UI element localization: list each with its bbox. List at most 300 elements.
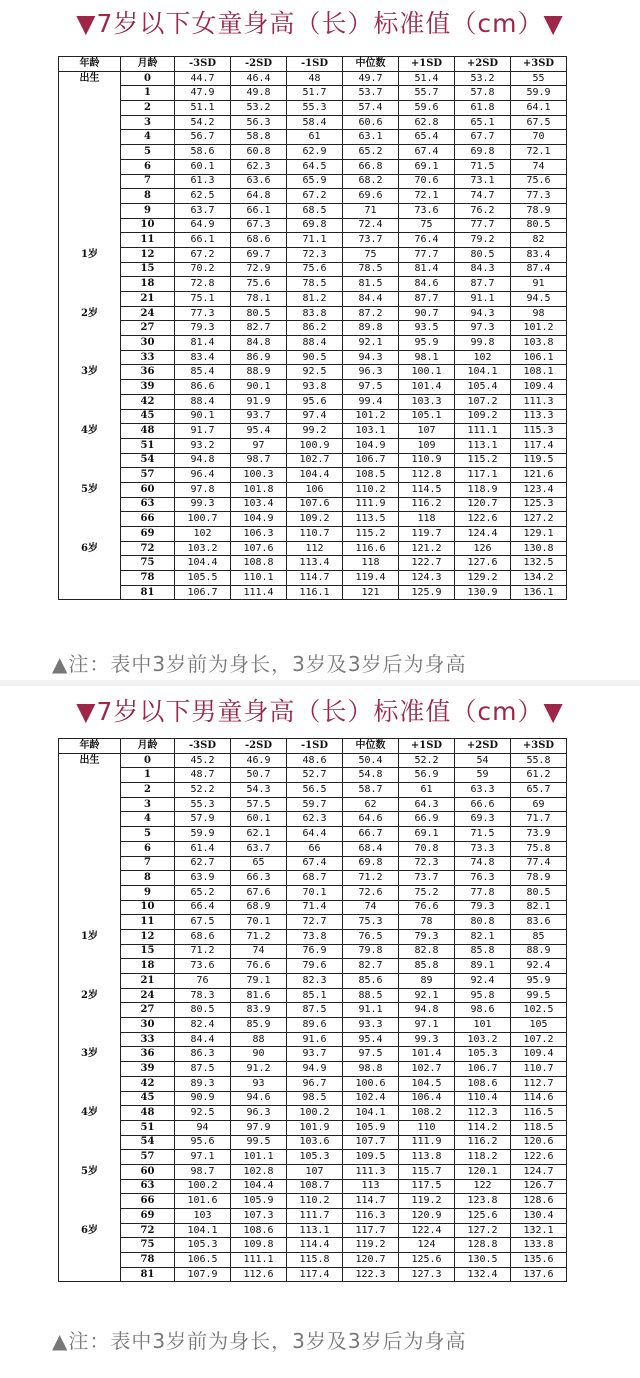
age-cell xyxy=(59,871,121,886)
value-cell: 102.8 xyxy=(231,1164,287,1179)
value-cell: 88.4 xyxy=(287,336,343,351)
value-cell: 57.8 xyxy=(455,86,511,101)
value-cell: 66.1 xyxy=(175,233,231,248)
table-row xyxy=(59,247,567,262)
value-cell: 78 xyxy=(399,915,455,930)
value-cell: 108.7 xyxy=(287,1179,343,1194)
month-cell: 27 xyxy=(121,321,175,336)
value-cell: 44.7 xyxy=(175,71,231,86)
value-cell: 127.6 xyxy=(455,556,511,571)
month-cell: 18 xyxy=(121,277,175,292)
value-cell: 52.7 xyxy=(287,768,343,783)
age-cell xyxy=(59,453,121,468)
age-cell xyxy=(59,915,121,930)
column-header: 年龄 xyxy=(59,57,121,72)
value-cell: 65.1 xyxy=(455,115,511,130)
value-cell: 83.9 xyxy=(231,1003,287,1018)
value-cell: 122.3 xyxy=(343,1267,399,1282)
month-cell: 7 xyxy=(121,856,175,871)
value-cell: 94.8 xyxy=(399,1003,455,1018)
month-cell: 21 xyxy=(121,974,175,989)
value-cell: 85.6 xyxy=(343,974,399,989)
value-cell: 53.2 xyxy=(231,101,287,116)
value-cell: 85.9 xyxy=(231,1018,287,1033)
age-cell xyxy=(59,527,121,542)
age-cell xyxy=(59,262,121,277)
value-cell: 56.7 xyxy=(175,130,231,145)
value-cell: 91.1 xyxy=(343,1003,399,1018)
value-cell: 110.2 xyxy=(287,1194,343,1209)
value-cell: 122 xyxy=(455,1179,511,1194)
value-cell: 101.8 xyxy=(231,482,287,497)
month-cell: 57 xyxy=(121,1150,175,1165)
age-cell xyxy=(59,900,121,915)
value-cell: 101.9 xyxy=(287,1120,343,1135)
value-cell: 91.7 xyxy=(175,424,231,439)
value-cell: 73.3 xyxy=(455,841,511,856)
value-cell: 60.1 xyxy=(231,812,287,827)
value-cell: 125.6 xyxy=(399,1253,455,1268)
value-cell: 122.6 xyxy=(511,1150,567,1165)
value-cell: 71.5 xyxy=(455,159,511,174)
value-cell: 67.2 xyxy=(175,247,231,262)
age-cell: 4岁 xyxy=(59,424,121,439)
age-cell xyxy=(59,1003,121,1018)
value-cell: 103.4 xyxy=(231,497,287,512)
value-cell: 107.7 xyxy=(343,1135,399,1150)
value-cell: 111.3 xyxy=(511,394,567,409)
value-cell: 82.7 xyxy=(231,321,287,336)
value-cell: 120.7 xyxy=(455,497,511,512)
value-cell: 75.2 xyxy=(399,885,455,900)
value-cell: 66.3 xyxy=(231,871,287,886)
value-cell: 122.6 xyxy=(455,512,511,527)
value-cell: 137.6 xyxy=(511,1267,567,1282)
column-header: -1SD xyxy=(287,57,343,72)
value-cell: 71.1 xyxy=(287,233,343,248)
table-row xyxy=(59,812,567,827)
value-cell: 83.6 xyxy=(511,915,567,930)
value-cell: 116.2 xyxy=(455,1135,511,1150)
age-cell xyxy=(59,571,121,586)
value-cell: 63.1 xyxy=(343,130,399,145)
value-cell: 61.4 xyxy=(175,841,231,856)
value-cell: 81.2 xyxy=(287,292,343,307)
age-cell: 6岁 xyxy=(59,1223,121,1238)
table-row xyxy=(59,292,567,307)
value-cell: 96.4 xyxy=(175,468,231,483)
value-cell: 116.2 xyxy=(399,497,455,512)
table-row xyxy=(59,1150,567,1165)
value-cell: 67.5 xyxy=(511,115,567,130)
age-cell: 3岁 xyxy=(59,1047,121,1062)
age-cell: 5岁 xyxy=(59,1164,121,1179)
table-row xyxy=(59,409,567,424)
value-cell: 77.3 xyxy=(511,189,567,204)
value-cell: 86.6 xyxy=(175,380,231,395)
table-row xyxy=(59,1106,567,1121)
value-cell: 97.5 xyxy=(343,380,399,395)
value-cell: 107.6 xyxy=(231,541,287,556)
age-cell: 2岁 xyxy=(59,306,121,321)
table-row xyxy=(59,1238,567,1253)
table-row xyxy=(59,424,567,439)
age-cell xyxy=(59,203,121,218)
month-cell: 60 xyxy=(121,1164,175,1179)
value-cell: 63.3 xyxy=(455,783,511,798)
value-cell: 109.8 xyxy=(231,1238,287,1253)
age-cell xyxy=(59,350,121,365)
table-row xyxy=(59,145,567,160)
value-cell: 69.7 xyxy=(231,247,287,262)
value-cell: 101.4 xyxy=(399,380,455,395)
value-cell: 63.7 xyxy=(231,841,287,856)
value-cell: 56.9 xyxy=(399,768,455,783)
month-cell: 11 xyxy=(121,915,175,930)
value-cell: 119.7 xyxy=(399,527,455,542)
table-row xyxy=(59,541,567,556)
table-row xyxy=(59,753,567,768)
value-cell: 75.3 xyxy=(343,915,399,930)
value-cell: 104.1 xyxy=(343,1106,399,1121)
column-header: -2SD xyxy=(231,57,287,72)
value-cell: 75.1 xyxy=(175,292,231,307)
value-cell: 129.1 xyxy=(511,527,567,542)
month-cell: 45 xyxy=(121,409,175,424)
table-row xyxy=(59,497,567,512)
value-cell: 54 xyxy=(455,753,511,768)
value-cell: 105.3 xyxy=(287,1150,343,1165)
month-cell: 51 xyxy=(121,438,175,453)
value-cell: 81.4 xyxy=(399,262,455,277)
value-cell: 100.1 xyxy=(399,365,455,380)
month-cell: 78 xyxy=(121,571,175,586)
table-row xyxy=(59,1076,567,1091)
month-cell: 42 xyxy=(121,394,175,409)
value-cell: 61 xyxy=(287,130,343,145)
value-cell: 53.7 xyxy=(343,86,399,101)
value-cell: 60.6 xyxy=(343,115,399,130)
age-cell xyxy=(59,1267,121,1282)
value-cell: 106.1 xyxy=(511,350,567,365)
value-cell: 101.4 xyxy=(399,1047,455,1062)
value-cell: 107.3 xyxy=(231,1209,287,1224)
age-cell xyxy=(59,1150,121,1165)
value-cell: 88.9 xyxy=(231,365,287,380)
value-cell: 113.1 xyxy=(287,1223,343,1238)
value-cell: 72.1 xyxy=(399,189,455,204)
value-cell: 110 xyxy=(399,1120,455,1135)
value-cell: 62.8 xyxy=(399,115,455,130)
value-cell: 101.2 xyxy=(511,321,567,336)
table-row xyxy=(59,556,567,571)
value-cell: 86.9 xyxy=(231,350,287,365)
value-cell: 91.6 xyxy=(287,1032,343,1047)
month-cell: 72 xyxy=(121,1223,175,1238)
value-cell: 105.9 xyxy=(231,1194,287,1209)
value-cell: 117.4 xyxy=(287,1267,343,1282)
value-cell: 79.8 xyxy=(343,944,399,959)
value-cell: 118.2 xyxy=(455,1150,511,1165)
value-cell: 72.3 xyxy=(287,247,343,262)
value-cell: 100.9 xyxy=(287,438,343,453)
value-cell: 116.5 xyxy=(511,1106,567,1121)
value-cell: 77.4 xyxy=(511,856,567,871)
value-cell: 121 xyxy=(343,585,399,600)
age-cell xyxy=(59,959,121,974)
table-row xyxy=(59,571,567,586)
value-cell: 99.3 xyxy=(175,497,231,512)
value-cell: 115.2 xyxy=(455,453,511,468)
value-cell: 48 xyxy=(287,71,343,86)
boys-table-title: ▼7岁以下男童身高（长）标准值（cm）▼ xyxy=(76,697,564,726)
value-cell: 97.1 xyxy=(399,1018,455,1033)
age-cell xyxy=(59,885,121,900)
value-cell: 52.2 xyxy=(175,783,231,798)
table-row xyxy=(59,365,567,380)
month-cell: 63 xyxy=(121,1179,175,1194)
value-cell: 58.8 xyxy=(231,130,287,145)
month-cell: 48 xyxy=(121,424,175,439)
value-cell: 87.7 xyxy=(455,277,511,292)
value-cell: 68.6 xyxy=(175,929,231,944)
value-cell: 128.8 xyxy=(455,1238,511,1253)
age-cell: 6岁 xyxy=(59,541,121,556)
value-cell: 54.2 xyxy=(175,115,231,130)
month-cell: 54 xyxy=(121,1135,175,1150)
value-cell: 93.5 xyxy=(399,321,455,336)
age-cell: 2岁 xyxy=(59,988,121,1003)
value-cell: 46.9 xyxy=(231,753,287,768)
value-cell: 81.4 xyxy=(175,336,231,351)
month-cell: 6 xyxy=(121,159,175,174)
age-cell xyxy=(59,233,121,248)
month-cell: 4 xyxy=(121,812,175,827)
value-cell: 60.8 xyxy=(231,145,287,160)
month-cell: 18 xyxy=(121,959,175,974)
table-header-row xyxy=(59,739,567,754)
age-cell xyxy=(59,292,121,307)
value-cell: 103.3 xyxy=(399,394,455,409)
value-cell: 132.5 xyxy=(511,556,567,571)
value-cell: 84.4 xyxy=(175,1032,231,1047)
value-cell: 130.5 xyxy=(455,1253,511,1268)
age-cell: 1岁 xyxy=(59,929,121,944)
month-cell: 30 xyxy=(121,336,175,351)
value-cell: 123.8 xyxy=(455,1194,511,1209)
value-cell: 100.3 xyxy=(231,468,287,483)
value-cell: 113.4 xyxy=(287,556,343,571)
month-cell: 10 xyxy=(121,218,175,233)
value-cell: 106.4 xyxy=(399,1091,455,1106)
value-cell: 114.5 xyxy=(399,482,455,497)
value-cell: 65.7 xyxy=(511,783,567,798)
value-cell: 67.6 xyxy=(231,885,287,900)
value-cell: 109.4 xyxy=(511,1047,567,1062)
value-cell: 62.1 xyxy=(231,827,287,842)
value-cell: 92.5 xyxy=(175,1106,231,1121)
table-row xyxy=(59,1091,567,1106)
value-cell: 114.6 xyxy=(511,1091,567,1106)
month-cell: 1 xyxy=(121,86,175,101)
value-cell: 123.4 xyxy=(511,482,567,497)
value-cell: 50.4 xyxy=(343,753,399,768)
value-cell: 72.1 xyxy=(511,145,567,160)
value-cell: 108.1 xyxy=(511,365,567,380)
value-cell: 93.8 xyxy=(287,380,343,395)
value-cell: 98.1 xyxy=(399,350,455,365)
age-cell xyxy=(59,585,121,600)
value-cell: 107.2 xyxy=(511,1032,567,1047)
table-row xyxy=(59,856,567,871)
value-cell: 57.4 xyxy=(343,101,399,116)
value-cell: 75.6 xyxy=(231,277,287,292)
age-cell xyxy=(59,1076,121,1091)
column-header: +2SD xyxy=(455,739,511,754)
month-cell: 5 xyxy=(121,145,175,160)
table-row xyxy=(59,189,567,204)
value-cell: 60.1 xyxy=(175,159,231,174)
table-row xyxy=(59,1135,567,1150)
value-cell: 111.1 xyxy=(455,424,511,439)
table-row xyxy=(59,527,567,542)
value-cell: 59.7 xyxy=(287,797,343,812)
month-cell: 66 xyxy=(121,512,175,527)
table-row xyxy=(59,1018,567,1033)
age-cell xyxy=(59,159,121,174)
value-cell: 111.9 xyxy=(343,497,399,512)
value-cell: 56.3 xyxy=(231,115,287,130)
age-cell xyxy=(59,130,121,145)
value-cell: 88 xyxy=(231,1032,287,1047)
age-cell xyxy=(59,812,121,827)
value-cell: 91.1 xyxy=(455,292,511,307)
value-cell: 67.7 xyxy=(455,130,511,145)
boys-section xyxy=(0,688,640,1353)
age-cell xyxy=(59,1179,121,1194)
value-cell: 78.9 xyxy=(511,203,567,218)
value-cell: 56.5 xyxy=(287,783,343,798)
value-cell: 90.1 xyxy=(231,380,287,395)
value-cell: 53.2 xyxy=(455,71,511,86)
table-row xyxy=(59,974,567,989)
value-cell: 89.8 xyxy=(343,321,399,336)
value-cell: 111.1 xyxy=(231,1253,287,1268)
value-cell: 122.7 xyxy=(399,556,455,571)
value-cell: 66 xyxy=(287,841,343,856)
value-cell: 76.9 xyxy=(287,944,343,959)
value-cell: 51.4 xyxy=(399,71,455,86)
value-cell: 116.3 xyxy=(343,1209,399,1224)
table-row xyxy=(59,585,567,600)
value-cell: 69.6 xyxy=(343,189,399,204)
value-cell: 125.6 xyxy=(455,1209,511,1224)
month-cell: 12 xyxy=(121,929,175,944)
value-cell: 77.3 xyxy=(175,306,231,321)
table-row xyxy=(59,101,567,116)
value-cell: 85.8 xyxy=(455,944,511,959)
value-cell: 75.6 xyxy=(511,174,567,189)
column-header: -2SD xyxy=(231,739,287,754)
age-cell xyxy=(59,409,121,424)
age-cell xyxy=(59,497,121,512)
value-cell: 87.4 xyxy=(511,262,567,277)
value-cell: 105 xyxy=(511,1018,567,1033)
value-cell: 84.4 xyxy=(343,292,399,307)
value-cell: 99.5 xyxy=(231,1135,287,1150)
age-cell: 4岁 xyxy=(59,1106,121,1121)
value-cell: 105.9 xyxy=(343,1120,399,1135)
value-cell: 63.6 xyxy=(231,174,287,189)
value-cell: 80.5 xyxy=(175,1003,231,1018)
table-row xyxy=(59,512,567,527)
value-cell: 64.9 xyxy=(175,218,231,233)
value-cell: 120.6 xyxy=(511,1135,567,1150)
value-cell: 105.3 xyxy=(455,1047,511,1062)
value-cell: 112.3 xyxy=(455,1106,511,1121)
value-cell: 63.7 xyxy=(175,203,231,218)
value-cell: 104.1 xyxy=(175,1223,231,1238)
value-cell: 113.1 xyxy=(455,438,511,453)
month-cell: 8 xyxy=(121,189,175,204)
value-cell: 61.2 xyxy=(511,768,567,783)
month-cell: 10 xyxy=(121,900,175,915)
value-cell: 106 xyxy=(287,482,343,497)
value-cell: 112.7 xyxy=(511,1076,567,1091)
age-cell xyxy=(59,1194,121,1209)
value-cell: 74 xyxy=(231,944,287,959)
month-cell: 72 xyxy=(121,541,175,556)
table-row xyxy=(59,944,567,959)
age-cell: 5岁 xyxy=(59,482,121,497)
age-cell xyxy=(59,1091,121,1106)
table-row xyxy=(59,915,567,930)
value-cell: 72.4 xyxy=(343,218,399,233)
month-cell: 75 xyxy=(121,1238,175,1253)
value-cell: 110.7 xyxy=(511,1062,567,1077)
month-cell: 24 xyxy=(121,988,175,1003)
value-cell: 95.4 xyxy=(343,1032,399,1047)
value-cell: 77.7 xyxy=(399,247,455,262)
value-cell: 97.9 xyxy=(231,1120,287,1135)
month-cell: 4 xyxy=(121,130,175,145)
value-cell: 126.7 xyxy=(511,1179,567,1194)
value-cell: 88.5 xyxy=(343,988,399,1003)
value-cell: 79.6 xyxy=(287,959,343,974)
column-header: 中位数 xyxy=(343,57,399,72)
value-cell: 106.7 xyxy=(343,453,399,468)
value-cell: 83.4 xyxy=(175,350,231,365)
value-cell: 69.8 xyxy=(343,856,399,871)
age-cell xyxy=(59,783,121,798)
value-cell: 58.7 xyxy=(343,783,399,798)
value-cell: 70.2 xyxy=(175,262,231,277)
value-cell: 107.6 xyxy=(287,497,343,512)
value-cell: 98.7 xyxy=(231,453,287,468)
value-cell: 67.3 xyxy=(231,218,287,233)
age-cell: 出生 xyxy=(59,71,121,86)
age-cell xyxy=(59,321,121,336)
value-cell: 128.6 xyxy=(511,1194,567,1209)
age-cell xyxy=(59,101,121,116)
month-cell: 6 xyxy=(121,841,175,856)
value-cell: 59 xyxy=(455,768,511,783)
value-cell: 96.7 xyxy=(287,1076,343,1091)
month-cell: 7 xyxy=(121,174,175,189)
value-cell: 65.2 xyxy=(343,145,399,160)
table-row xyxy=(59,1209,567,1224)
value-cell: 94 xyxy=(175,1120,231,1135)
